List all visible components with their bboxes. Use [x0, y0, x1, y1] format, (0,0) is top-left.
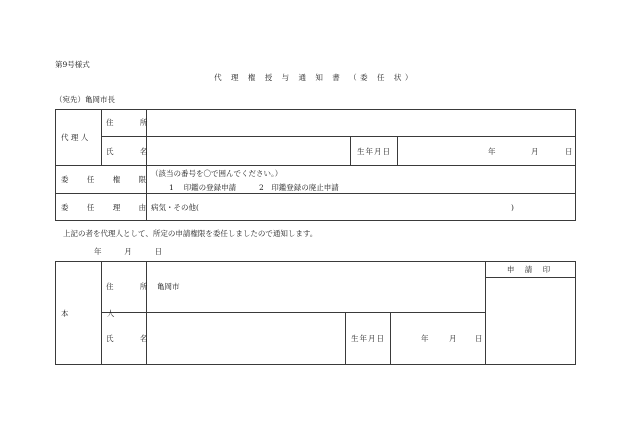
- proxy-header-label: 代 理 人: [61, 132, 89, 142]
- seal-label: 申 請 印: [506, 265, 555, 274]
- principal-name-field[interactable]: [147, 313, 344, 364]
- principal-table: [55, 261, 576, 365]
- principal-name-label: 氏 名: [106, 334, 160, 343]
- proxy-authority-option-1[interactable]: 1 印鑑の登録申請: [169, 182, 237, 192]
- proxy-table: [55, 109, 576, 221]
- document-title: 代 理 権 授 与 通 知 書 （委 任 状）: [214, 73, 416, 82]
- proxy-name-label: 氏 名: [106, 146, 160, 156]
- proxy-address-label: 住 所: [106, 118, 160, 127]
- proxy-reason-close: ): [511, 202, 514, 212]
- principal-address-value: 亀岡市: [157, 282, 180, 291]
- principal-address-label: 住 所: [106, 282, 160, 291]
- principal-header-label: 本 人: [61, 308, 133, 318]
- principal-address-field[interactable]: [157, 261, 477, 312]
- proxy-reason-value: 病気・その他(: [151, 202, 199, 212]
- proxy-address-field[interactable]: [147, 110, 574, 136]
- proxy-dob-label: 生年月日: [357, 146, 391, 156]
- notice-date[interactable]: [94, 246, 162, 257]
- proxy-name-field[interactable]: [147, 137, 349, 165]
- notice-year: 年: [94, 247, 102, 256]
- proxy-dob-year: 年: [488, 146, 496, 156]
- proxy-authority-note: （該当の番号を〇で囲んでください。）: [151, 168, 283, 178]
- principal-dob-label: 生年月日: [351, 334, 385, 343]
- proxy-authority-field[interactable]: [151, 167, 571, 193]
- principal-dob-month: 月: [449, 334, 457, 343]
- proxy-authority-label: 委 任 権 限: [61, 175, 155, 184]
- intro-text: 上記の者を代理人として、所定の申請権限を委任しましたので通知します。: [63, 229, 318, 238]
- addressee: （宛先）亀岡市長: [55, 95, 115, 104]
- principal-dob-field[interactable]: [391, 313, 485, 364]
- form-number: 第9号様式: [55, 60, 90, 69]
- proxy-dob-month: 月: [531, 146, 539, 156]
- principal-dob-day: 日: [475, 334, 483, 343]
- proxy-dob-field[interactable]: [398, 137, 575, 165]
- notice-day: 日: [154, 247, 163, 256]
- seal-area[interactable]: [486, 278, 575, 364]
- proxy-authority-option-2[interactable]: 2 印鑑登録の廃止申請: [258, 182, 339, 192]
- principal-dob-year: 年: [421, 334, 429, 343]
- notice-month: 月: [124, 247, 132, 256]
- proxy-reason-label: 委 任 理 由: [61, 202, 155, 212]
- proxy-reason-field[interactable]: [151, 194, 571, 220]
- proxy-dob-day: 日: [565, 146, 573, 156]
